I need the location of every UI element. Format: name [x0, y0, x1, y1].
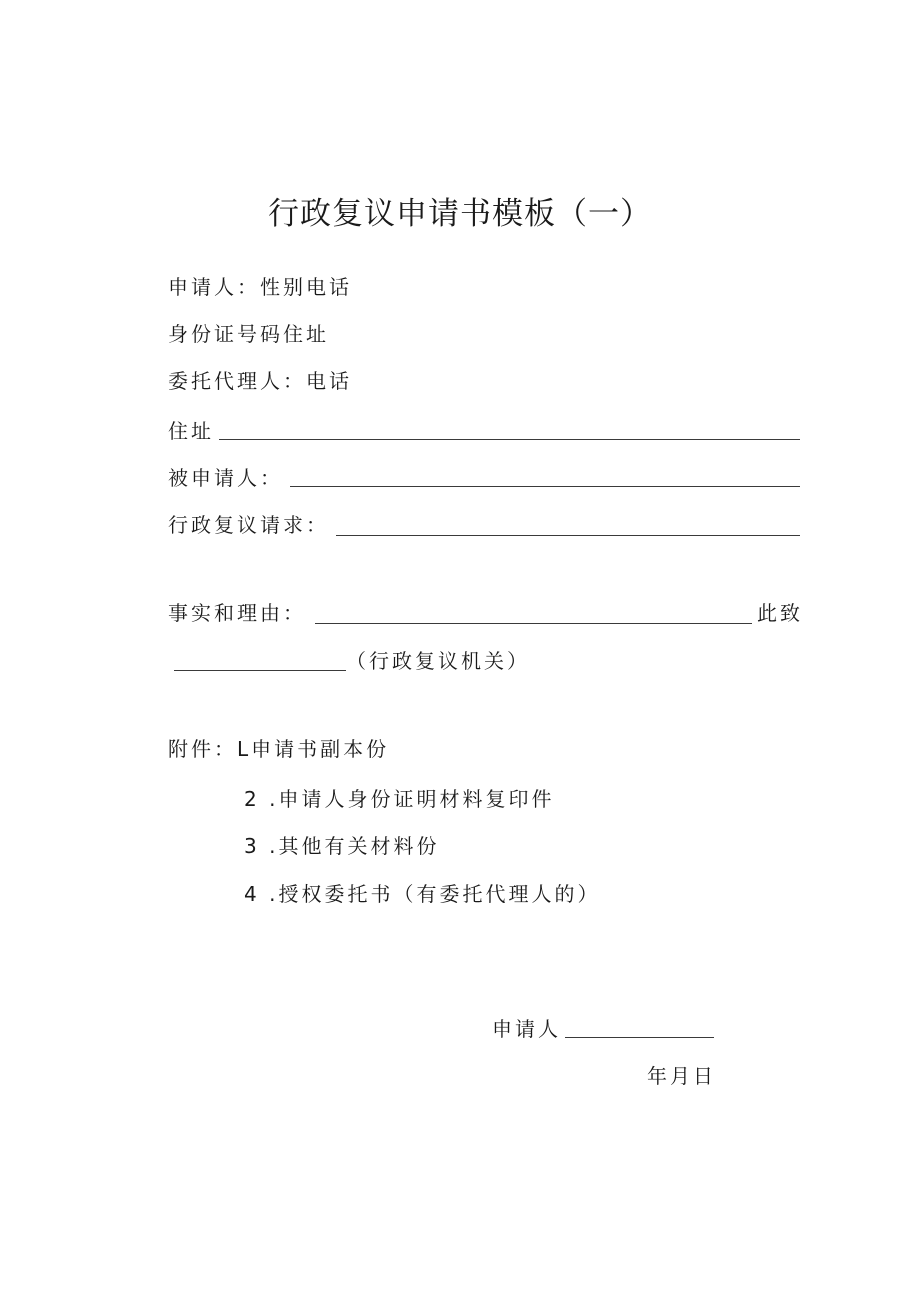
salutation: 此致 — [757, 601, 803, 625]
facts-blank — [315, 623, 752, 624]
attachment-item-2: 2 .申请人身份证明材料复印件 — [244, 787, 555, 811]
applicant-line: 申请人：性别电话 — [168, 275, 352, 299]
signature-blank — [565, 1037, 714, 1038]
signature-label: 申请人 — [492, 1017, 561, 1041]
request-label: 行政复议请求： — [168, 513, 329, 537]
attachment-item-4: 4 .授权委托书（有委托代理人的） — [244, 882, 601, 906]
authority-blank — [174, 670, 346, 671]
request-blank — [336, 535, 800, 536]
respondent-blank — [290, 486, 800, 487]
authority-label: （行政复议机关） — [346, 649, 530, 673]
address-label: 住址 — [168, 419, 214, 443]
document-title: 行政复议申请书模板（一） — [268, 196, 652, 232]
respondent-label: 被申请人： — [168, 466, 283, 490]
agent-line: 委托代理人：电话 — [168, 369, 352, 393]
id-address-line: 身份证号码住址 — [168, 322, 329, 346]
attachment-item-1: 附件：L申请书副本份 — [168, 737, 390, 761]
date-label: 年月日 — [647, 1064, 716, 1088]
attachment-item-3: 3 .其他有关材料份 — [244, 834, 440, 858]
address-blank — [219, 439, 800, 440]
facts-label: 事实和理由： — [168, 601, 306, 625]
